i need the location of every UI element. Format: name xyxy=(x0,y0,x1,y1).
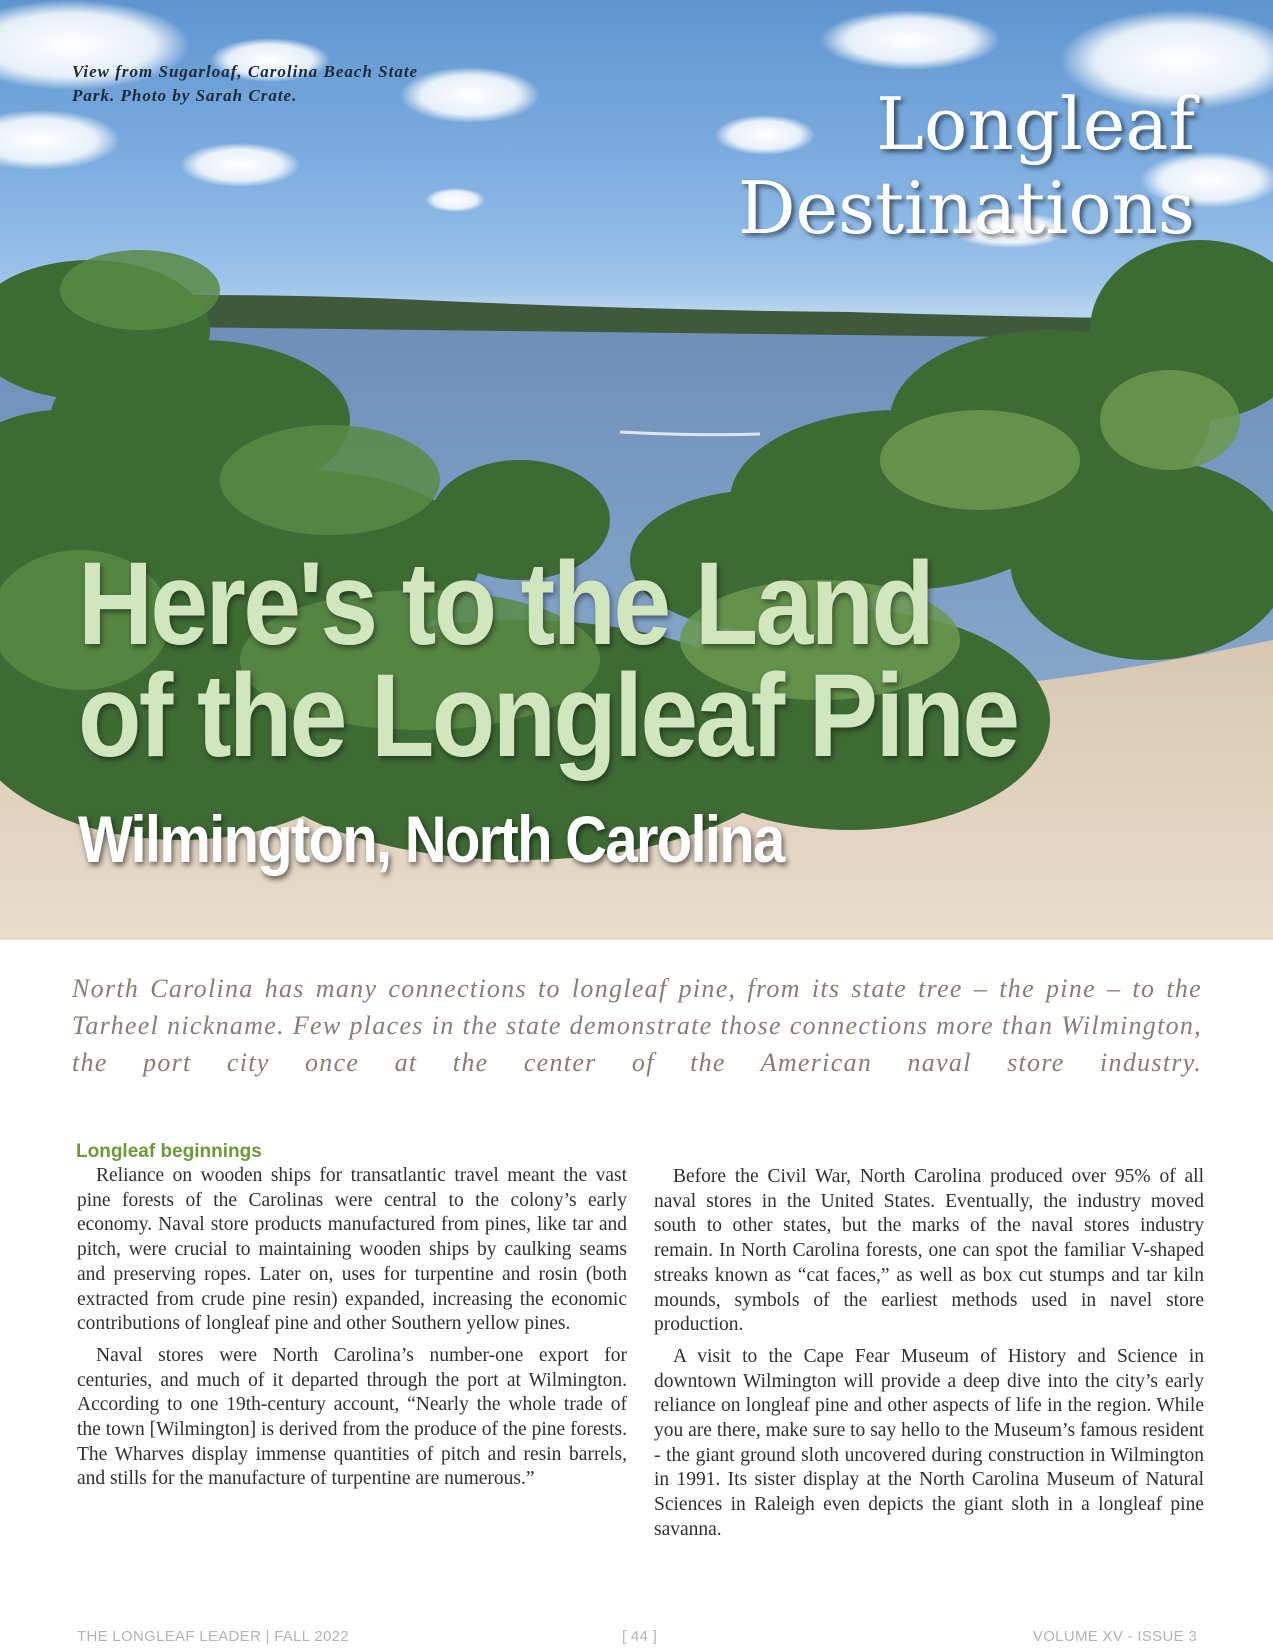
section-title-line2: Destinations xyxy=(737,166,1195,250)
body-paragraph: Naval stores were North Carolina’s number-one export for centuries, and much of it departed through the port at Wilmington. According to one 19th-century account, “Nearly the whole trade of the town [Wilmington] is derived from the produce of the pine forests. The Wharves display immense quantities of pitch and resin barrels, and stills for the manufacture of turpentine are numerous.” xyxy=(77,1344,627,1490)
section-title-line1: Longleaf xyxy=(876,82,1195,166)
body-paragraph: A visit to the Cape Fear Museum of History and Science in downtown Wilmington will provide a deep dive into the city’s early reliance on longleaf pine and other aspects of life in the region. While you are there, make sure to say hello to the Museum’s famous resident - the giant ground sloth uncovered during construction in Wilmington in 1991. Its sister display at the North Carolina Museum of Natural Sciences in Raleigh even depicts the giant sloth in a longleaf pine savanna. xyxy=(654,1345,1204,1540)
article-headline xyxy=(78,538,1090,782)
headline-line2: of the Longleaf Pine xyxy=(78,650,1018,782)
footer-publication: THE LONGLEAF LEADER | FALL 2022 xyxy=(77,1628,349,1645)
left-column xyxy=(77,1140,627,1499)
footer-volume: VOLUME XV - ISSUE 3 xyxy=(1032,1628,1197,1645)
intro-paragraph: North Carolina has many connections to longleaf pine, from its state tree – the pine – to the Tarheel nickname. Few places in the state demonstrate those connections more than Wilmington, the port city once at the center of the American naval store industry. xyxy=(72,974,1202,1077)
section-heading: Longleaf beginnings xyxy=(76,1141,262,1162)
page-footer xyxy=(77,1628,1197,1648)
footer-page-number: [ 44 ] xyxy=(622,1628,658,1645)
article-subhead: Wilmington, North Carolina xyxy=(78,802,784,876)
body-paragraph: Reliance on wooden ships for transatlantic travel meant the vast pine forests of the Carolinas were central to the colony’s early economy. Naval store products manufactured from pines, like tar and pitch, were crucial to maintaining wooden ships by caulking seams and preserving ropes. Later on, uses for turpentine and rosin (both extracted from crude pine resin) expanded, increasing the economic contributions of longleaf pine and other Southern yellow pines. xyxy=(77,1165,627,1335)
photo-caption: View from Sugarloaf, Carolina Beach State Park. Photo by Sarah Crate. xyxy=(72,62,419,105)
section-title xyxy=(738,82,1195,250)
headline-line1: Here's to the Land xyxy=(78,538,933,670)
right-column xyxy=(654,1165,1204,1550)
body-paragraph: Before the Civil War, North Carolina produced over 95% of all naval stores in the United States. Eventually, the industry moved south to other states, but the marks of the naval stores industry remain. In North Carolina forests, one can spot the familiar V-shaped streaks known as “cat faces,” as well as box cut stumps and tar kiln mounds, symbols of the earliest methods used in navel store production. xyxy=(654,1166,1204,1336)
